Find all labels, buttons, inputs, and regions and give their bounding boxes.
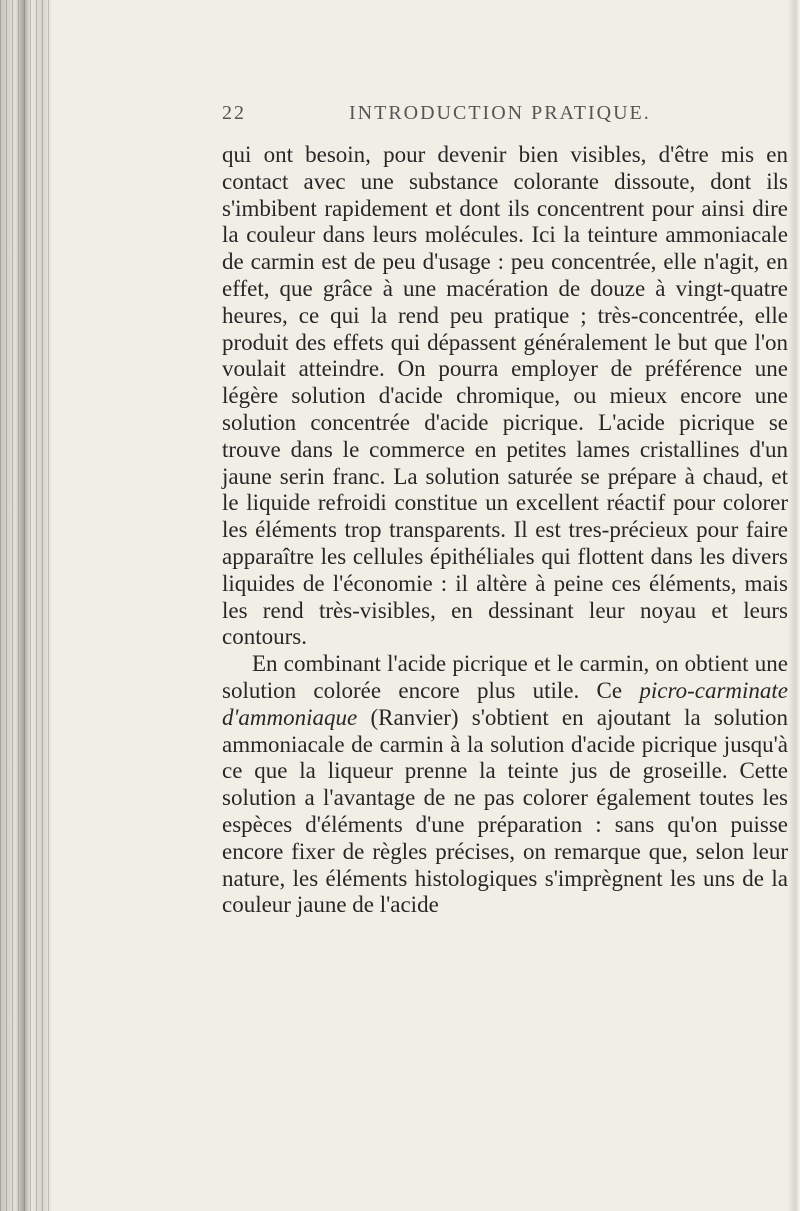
paragraph-1: qui ont besoin, pour devenir bien visibles, d'être mis en contact avec une substance colorante dissoute, dont ils s'imbibent rapidement et dont ils concentrent pour ainsi dire la couleur dans leurs molécules. Ici la teinture ammoniacale de carmin est de peu d'usage : peu concentrée, elle n'agit, en effet, que grâce à une macération de douze à vingt-quatre heures, ce qui la rend peu pratique ; très-concentrée, elle produit des effets qui dépassent généralement le but que l'on voulait atteindre. On pourra employer de préférence une légère solution d'acide chromique, ou mieux encore une solution concentrée d'acide picrique. L'acide picrique se trouve dans le commerce en petites lames cristallines d'un jaune serin franc. La solution saturée se prépare à chaud, et le liquide refroidi constitue un excellent réactif pour colorer les éléments trop transparents. Il est tres-précieux pour faire apparaître les cellules épithéliales qui flottent dans les divers liquides de l'économie : il altère à peine ces éléments, mais les rend très-visibles, en dessinant leur noyau et leurs contours.	[222, 142, 788, 650]
paragraph-2-end: (Ranvier) s'obtient en ajoutant la solution ammoniacale de carmin à la solution d'acide picrique jusqu'à ce que la liqueur prenne la teinte jus de groseille. Cette solution a l'avantage de ne pas colorer également toutes les espèces d'éléments d'une préparation : sans qu'on puisse encore fixer de règles précises, on remarque que, selon leur nature, les éléments histologiques s'imprègnent les uns de la couleur jaune de l'acide	[222, 704, 788, 918]
running-header	[222, 102, 800, 125]
paragraph-2-start: En combinant l'acide picrique et le carmin, on obtient une solution colorée encore plus utile. Ce	[222, 651, 788, 703]
body-text	[222, 142, 788, 919]
paragraph-2	[222, 651, 788, 919]
page-number: 22	[222, 102, 246, 124]
italic-term: picro-carminate d'ammoniaque	[222, 677, 788, 730]
page-edge	[788, 0, 800, 1211]
running-title: INTRODUCTION PRATIQUE.	[349, 102, 651, 124]
book-spine-shadow	[0, 0, 52, 1211]
